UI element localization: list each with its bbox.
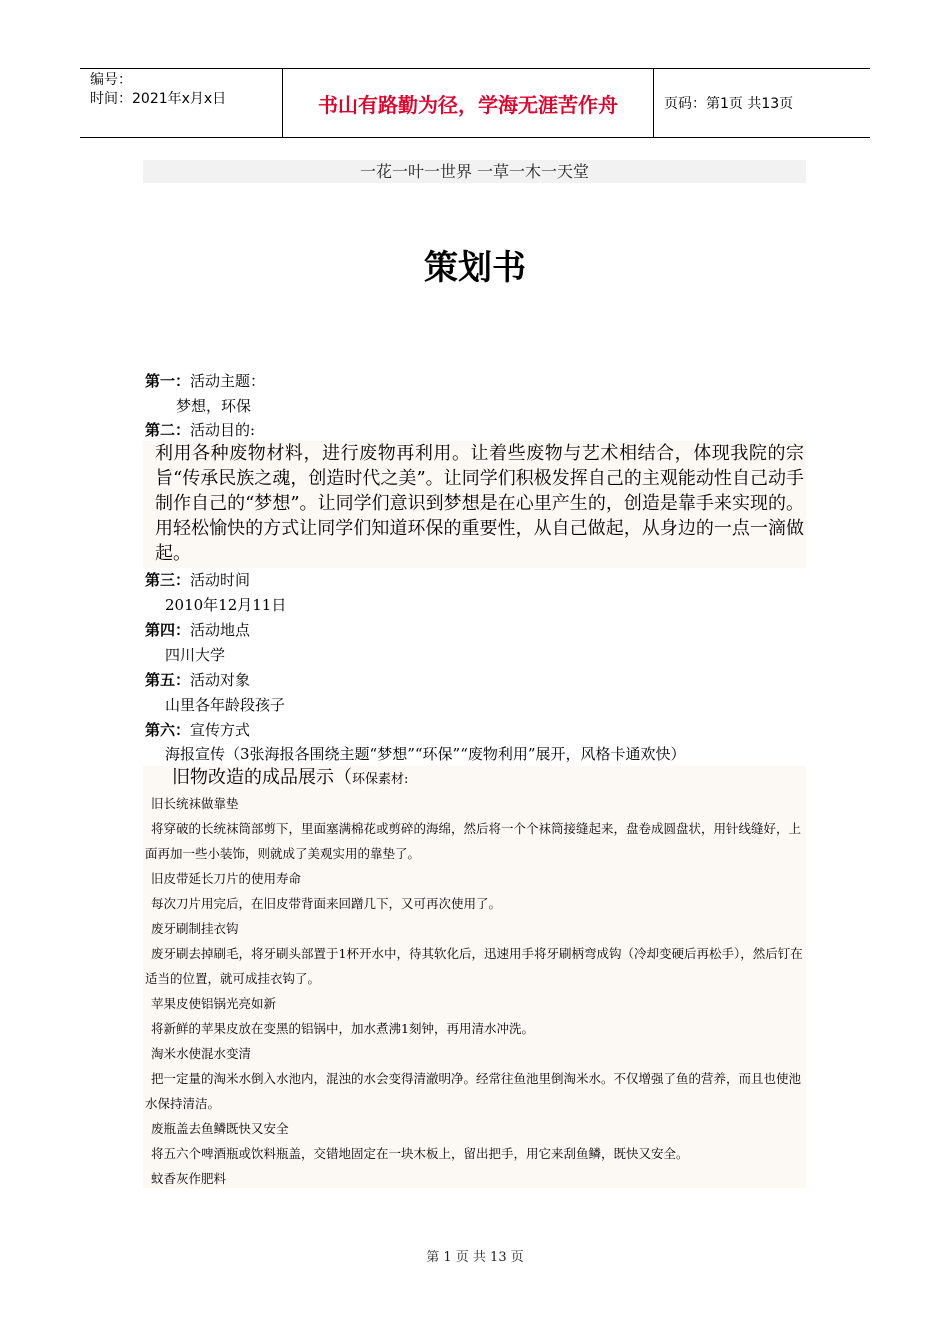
section-5-value: 山里各年龄段孩子: [165, 696, 286, 714]
section-5-heading: [145, 670, 250, 690]
example-title: 旧长统袜做靠垫: [151, 796, 239, 811]
section-5-label: 第五：: [145, 671, 191, 689]
example-description: 废牙刷去掉刷毛，将牙刷头部置于1杯开水中，待其软化后，迅速用手将牙刷柄弯成钩（冷却变硬后再松手），然后钉在适当的位置，就可成挂衣钩了。: [145, 946, 803, 986]
header-page-label: 页码：第1页 共13页: [664, 96, 794, 112]
example-title: 旧皮带延长刀片的使用寿命: [151, 871, 302, 886]
section-4-value: 四川大学: [165, 646, 226, 664]
section-1-value: 梦想，环保: [176, 397, 252, 415]
header-slogan: 书山有路勤为径，学海无涯苦作舟: [282, 69, 654, 137]
section-1-title: 活动主题：: [190, 372, 266, 390]
section-2-title: 活动目的:: [190, 421, 256, 439]
section-2-purpose: [143, 441, 806, 568]
examples-heading-small: 环保素材:: [352, 772, 409, 787]
example-description: 将穿破的长统袜筒部剪下，里面塞满棉花或剪碎的海绵，然后将一个个袜筒接缝起来，盘卷成圆盘状，用针线缝好，上面再加一些小装饰，则就成了美观实用的靠垫了。: [145, 821, 802, 861]
motto-banner: 一花一叶一世界 一草一木一天堂: [143, 160, 806, 183]
section-2-heading: [145, 420, 255, 440]
example-description: 每次刀片用完后，在旧皮带背面来回蹭几下，又可再次使用了。: [151, 896, 502, 911]
section-2-label: 第二：: [145, 421, 191, 439]
document-header: [80, 68, 870, 138]
example-title: 淘米水使混水变清: [151, 1046, 252, 1061]
serial-label: 编号：: [90, 72, 132, 88]
section-3-value: 2010年12月11日: [165, 596, 287, 614]
time-label: 时间：2021年x月x日: [90, 91, 227, 107]
section-4-label: 第四：: [145, 621, 191, 639]
examples-heading-text: 旧物改造的成品展示（: [172, 767, 352, 788]
example-title: 废牙刷制挂衣钩: [151, 921, 239, 936]
example-description: 把一定量的淘米水倒入水池内，混浊的水会变得清澈明净。经常往鱼池里倒淘米水。不仅增强了鱼的营养，而且也使池水保持清洁。: [145, 1071, 802, 1111]
section-5-title: 活动对象: [190, 671, 251, 689]
header-meta: [80, 69, 282, 137]
section-6-value: 海报宣传（3张海报各围绕主题“梦想”“环保”“废物利用”展开，风格卡通欢快）: [165, 745, 686, 763]
section-3-heading: [145, 570, 250, 590]
section-1-heading: [145, 371, 265, 391]
example-description: 将五六个啤酒瓶或饮料瓶盖，交错地固定在一块木板上，留出把手，用它来刮鱼鳞，既快又安全。: [151, 1146, 689, 1161]
example-title: 蚊香灰作肥料: [151, 1171, 227, 1186]
examples-heading: [172, 766, 408, 792]
page-footer: 第 1 页 共 13 页: [426, 1250, 524, 1265]
page-title: 策划书: [424, 248, 526, 288]
section-4-heading: [145, 620, 250, 640]
section-1-label: 第一：: [145, 372, 191, 390]
example-description: 将新鲜的苹果皮放在变黑的铝锅中，加水煮沸1刻钟，再用清水冲洗。: [151, 1021, 534, 1036]
section-3-title: 活动时间: [190, 571, 251, 589]
example-title: 废瓶盖去鱼鳞既快又安全: [151, 1121, 289, 1136]
purpose-text: 利用各种废物材料，进行废物再利用。让着些废物与艺术相结合，体现我院的宗旨“传承民族之魂，创造时代之美”。让同学们积极发挥自己的主观能动性自己动手制作自己的“梦想”。让同学们意识到梦想是在心里产生的，创造是靠手来实现的。用轻松愉快的方式让同学们知道环保的重要性，从自己做起，从身边的一点一滴做起。: [155, 443, 804, 564]
section-6-title: 宣传方式: [190, 721, 251, 739]
section-6-label: 第六：: [145, 721, 191, 739]
section-4-title: 活动地点: [190, 621, 251, 639]
section-6-heading: [145, 720, 250, 740]
section-3-label: 第三：: [145, 571, 191, 589]
example-title: 苹果皮使铝锅光亮如新: [151, 996, 277, 1011]
